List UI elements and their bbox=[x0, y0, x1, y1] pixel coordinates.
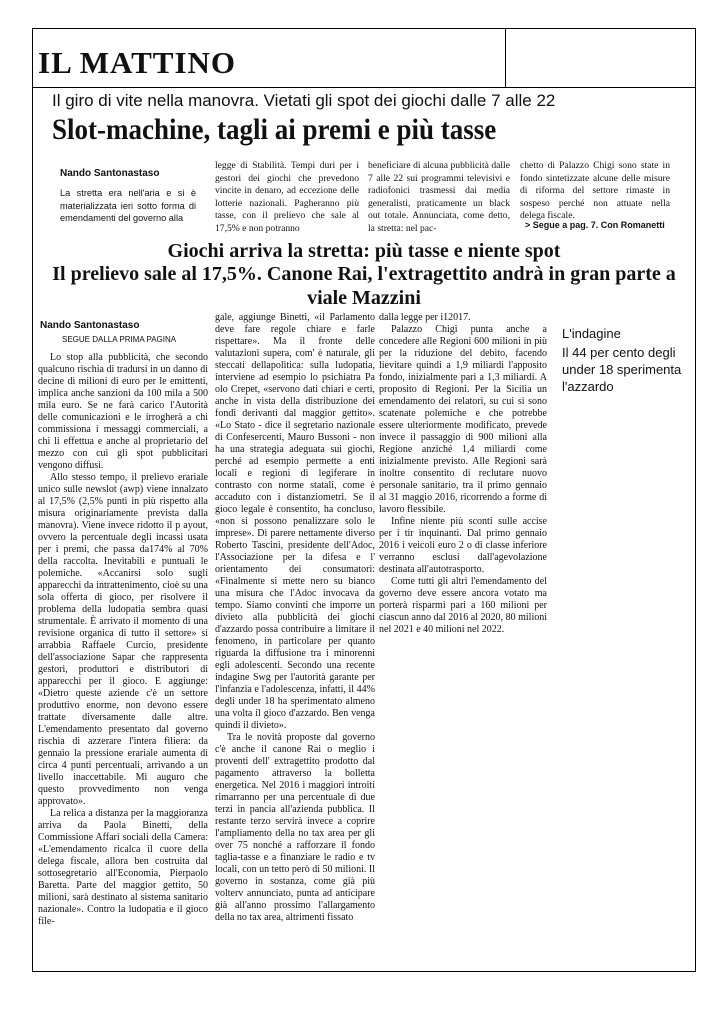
box-column-1: legge di Stabilità. Tempi duri per i gestori dei giochi che prevedono vincite in denaro, ad eccezione delle lotterie nazionali. Pagheranno più tasse, con il prelievo che sale al 17,5% e non potranno bbox=[215, 160, 359, 234]
article-subtitle: Giochi arriva la stretta: più tasse e niente spot bbox=[167, 240, 561, 262]
sidebar-box bbox=[562, 325, 702, 395]
masthead-empty-box bbox=[506, 28, 696, 88]
paragraph: gale, aggiunge Binetti, «il Parlamento deve fare regole chiare e farle rispettare». Ma il fronte delle valutazioni supera, com' è naturale, gli steccati dellapolitica: sulla ludopatia, interviene ad esempio lo psichiatra Pa olo Crepet, «servono dati chiari e certi, anche in vista della distribuzione dei fondi derivanti dal maggior gettito». «Lo Stato - dice il segretario nazionale di Confesercenti, Mauro Bussoni - non ha una strategia adeguata sui giochi, perché ad esempio permette a enti locali e regioni di legiferare in contrasto con norme statali, come è accaduto con i distanziometri. Se il gioco legale è consentito, ha concluso, «non si possono penalizzare solo le imprese». Di parere nettamente diverso Roberto Tascini, presidente dell'Adoc, l'Associazione per la difesa e l' orientamento dei consumatori: «Finalmente si mette nero su bianco una misura che l'Adoc invocava da tempo. Siamo convinti che imporre un divieto alla pubblicità dei giochi d'azzardo possa contribuire a limitare il fenomeno, in particolare per quanto riguarda la diffusione tra i minorenni egli adolescenti. Secondo una recente indagine Swg per l'autorità garante per l'infanzia e l'adolescenza, infatti, il 44% degli under 18 ha sperimentato almeno una volta il gioco d'azzardo. Ben venga quindi il divieto». bbox=[215, 312, 375, 731]
paragraph: Allo stesso tempo, il prelievo erariale unico sulle newslot (awp) viene innalzato al 17,5% (2,5% punti in più rispetto alla misura originariamente prevista dalla manovra). Viene invece ridotto il p ayout, ovvero la percentuale degli incassi usata per i premi, che passa da174% al 70% della raccolta. Inevitabili e puntuali le polemiche. «Accanirsi solo sugli apparecchi da intrattenimento, cioè su una sola offerta di gioco, per risolvere il problema della ludopatia sembra quasi strumentale. È arrivato il momento di una revisione organica di tutto il settore» si arrabbia Raffaele Curcio, presidente dell'associazione Sapar che rappresenta gestori, produttori e distributori di apparecchi per il gioco. E aggiunge: «Dietro queste aziende c'è un settore produttivo enorme, non devono essere trattate diversamente dalle altre. L'emendamento presentato dal governo rischia di azzerare l'intera filiera: da gennaio la pressione erariale aumenta di circa 4 punti percentuali, arrivando a un livello inaccettabile. Mi auguro che questo provvedimento non venga approvato». bbox=[38, 472, 208, 807]
newspaper-masthead: IL MATTINO bbox=[38, 45, 237, 80]
box-column-3: chetto di Palazzo Chigi sono state in fondo sintetizzate alcune delle misure di riforma del settore rimaste in sospeso perché non attuate nella delega fiscale. bbox=[520, 160, 670, 222]
paragraph: Tra le novità proposte dal governo c'è anche il canone Rai o meglio i proventi dell' extragettito prodotto dal pagamento attraverso la bolletta energetica. Nel 2016 i maggiori introiti rimarranno per una percentuale di due terzi in pancia all'azienda pubblica. Il restante terzo servirà invece a coprire l'ampliamento della no tax area per gli over 75 nonché a rafforzare il fondo taglia-tasse e a finanziare le radio e tv locali, con un tetto però di 50 milioni. Il governo in sostanza, come già più volterv annunciato, punta ad anticipare già all'anno prossimo l'allargamento della no tax area, altrimenti fissato bbox=[215, 732, 375, 923]
kicker: Il giro di vite nella manovra. Vietati gli spot dei giochi dalle 7 alle 22 bbox=[52, 91, 556, 110]
article-column-2 bbox=[215, 312, 375, 924]
paragraph: dalla legge per i12017. bbox=[379, 312, 471, 323]
paragraph: Come tutti gli altri l'emendamento del governo deve essere ancora votato ma porterà risparmi pari a 160 milioni per ciascun anno dal 2016 al 2020, 80 milioni nel 2021 e 40 milioni nel 2022. bbox=[379, 576, 547, 635]
article-deck: Il prelievo sale al 17,5%. Canone Rai, l'extragettito andrà in gran parte a viale Mazzini bbox=[52, 263, 676, 309]
headline: Slot-machine, tagli ai premi e più tasse bbox=[52, 113, 497, 146]
box-lead: La stretta era nell'aria e si è materializzata ieri sotto forma di emendamenti del governo alla bbox=[60, 188, 196, 224]
continuation-note: > Segue a pag. 7. Con Romanetti bbox=[525, 220, 665, 230]
article-author: Nando Santonastaso bbox=[40, 320, 140, 331]
paragraph: Palazzo Chigi punta anche a concedere alle Regioni 600 milioni in più per la riduzione del debito, facendo lievitare quindi a 1,9 miliardi l'apposito fondo, inizialmente pari a 1,3 miliardi. A proposito di Regioni. Per la Sicilia un emendamento dei relatori, su cui si sono scatenate polemiche e che potrebbe essere ulteriormente modificato, prevede invece il passaggio di 900 milioni alla Regione anziché 1,4 miliardi come inizialmente previsto. Alle Regioni sarà inoltre consentito di reclutare nuovo personale sanitario, tra il primo gennaio al 31 maggio 2016, ricorrendo a forme di lavoro flessibile. bbox=[379, 324, 547, 515]
sidebar-text: Il 44 per cento degli under 18 sperimenta l'azzardo bbox=[562, 345, 682, 394]
paragraph: La relica a distanza per la maggioranza arriva da Paola Binetti, della Commissione Affari sociali della Camera: «L'emendamento ricalca il cuore della delega fiscale, allora ben costruita dal sottosegretario all'Economia, Pierpaolo Baretta. Parte del maggior gettito, 50 milioni, sarà destinato al sistema sanitario nazionale». Contro la ludopatia e il gioco file- bbox=[38, 808, 208, 927]
box-author: Nando Santonastaso bbox=[60, 168, 160, 179]
box-column-2: beneficiare di alcuna pubblicità dalle 7 alle 22 sui programmi televisivi e radiofonici trasmessi dai media generalisti, praticamente un black out totale. Annunciata, come detto, la stretta: nel pac- bbox=[368, 160, 510, 234]
paragraph: Infine niente più sconti sulle accise per i tir inquinanti. Dal primo gennaio 2016 i veicoli euro 2 o di classe inferiore verranno esclusi dall'agevolazione destinata all'autotrasporto. bbox=[379, 516, 547, 575]
paragraph: Lo stop alla pubblicità, che secondo qualcuno rischia di tradursi in un danno di decine di milioni di euro per le emittenti, implica anche sanzioni da 100 mila a 500 mila euro. Se ne farà carico l'Autorità delle comunicazioni e le irrogherà a chi commissiona i messaggi commerciali, a chi li effettua e anche al proprietario del mezzo con cui gli spot pubblicitari vengono diffusi. bbox=[38, 352, 208, 471]
article-column-3 bbox=[379, 312, 547, 636]
continued-label: SEGUE DALLA PRIMA PAGINA bbox=[62, 335, 177, 344]
article-column-1 bbox=[38, 352, 208, 928]
sidebar-title: L'indagine bbox=[562, 326, 621, 341]
